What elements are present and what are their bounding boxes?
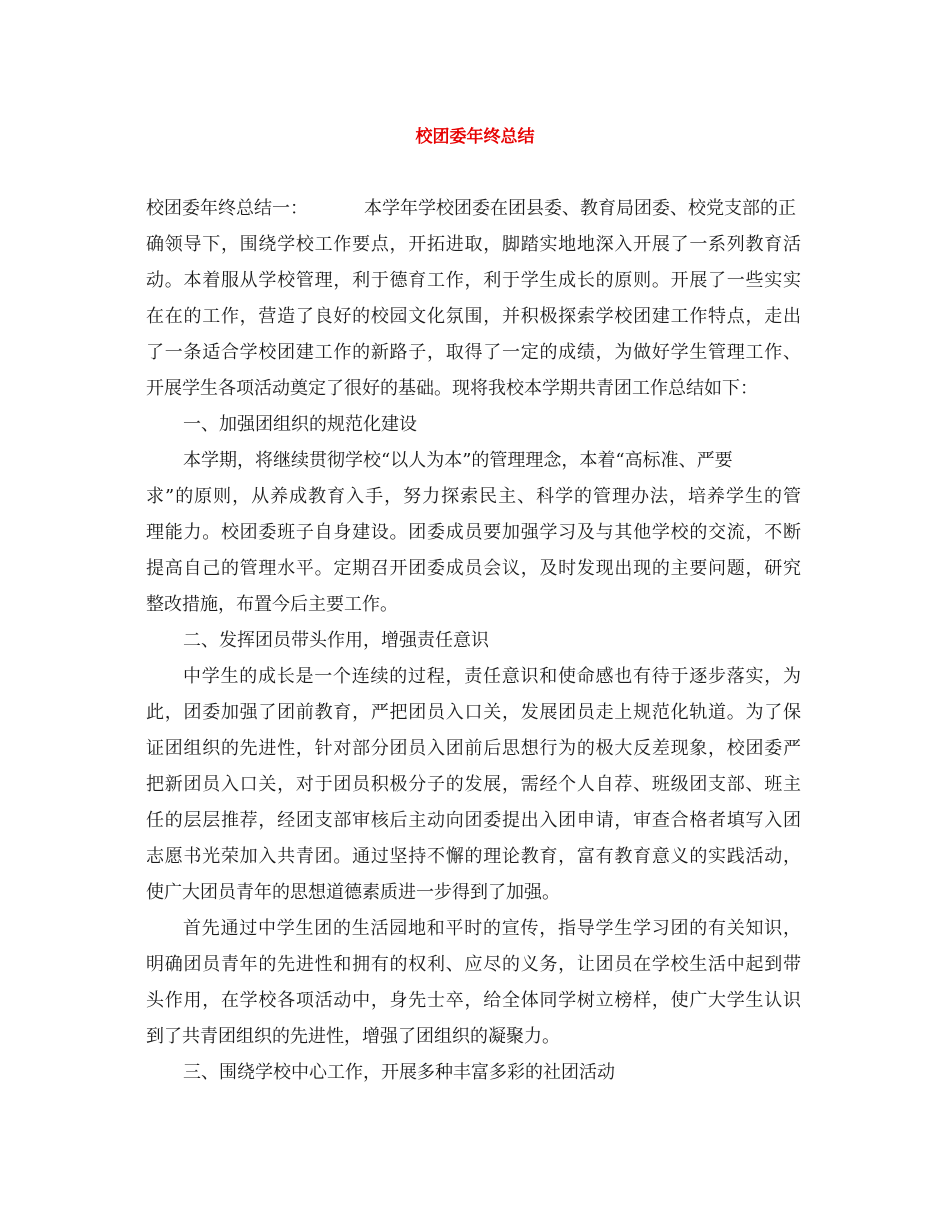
- paragraph-line: 中学生的成长是一个连续的过程，责任意识和使命感也有待于逐步落实，为: [183, 666, 801, 687]
- section-heading-3: 三、围绕学校中心工作，开展多种丰富多彩的社团活动: [183, 1062, 615, 1083]
- paragraph-line: 动。本着服从学校管理，利于德育工作，利于学生成长的原则。开展了一些实实: [146, 270, 801, 291]
- paragraph-line: 求”的原则，从养成教育入手，努力探索民主、科学的管理办法，培养学生的管: [146, 486, 801, 507]
- paragraph-line: 把新团员入口关，对于团员积极分子的发展，需经个人自荐、班级团支部、班主: [146, 774, 801, 795]
- paragraph-line: 首先通过中学生团的生活园地和平时的宣传，指导学生学习团的有关知识，: [183, 918, 801, 939]
- intro-text: 本学年学校团委在团县委、教育局团委、校党支部的正: [364, 198, 796, 219]
- section-heading-1: 一、加强团组织的规范化建设: [183, 414, 417, 435]
- intro-label: 校团委年终总结一：: [146, 198, 308, 219]
- paragraph-line: 使广大团员青年的思想道德素质进一步得到了加强。: [146, 882, 560, 903]
- section-heading-2: 二、发挥团员带头作用，增强责任意识: [183, 630, 489, 651]
- paragraph-line: 任的层层推荐，经团支部审核后主动向团委提出入团申请，审查合格者填写入团: [146, 810, 801, 831]
- paragraph-line: 证团组织的先进性，针对部分团员入团前后思想行为的极大反差现象，校团委严: [146, 738, 801, 759]
- paragraph-line: 志愿书光荣加入共青团。通过坚持不懈的理论教育，富有教育意义的实践活动，: [146, 846, 801, 867]
- paragraph-line: 本学期，将继续贯彻学校“以人为本”的管理理念，本着“高标准、严要: [183, 450, 733, 471]
- paragraph-line: 明确团员青年的先进性和拥有的权利、应尽的义务，让团员在学校生活中起到带: [146, 954, 801, 975]
- paragraph-line: 头作用，在学校各项活动中，身先士卒，给全体同学树立榜样，使广大学生认识: [146, 990, 801, 1011]
- paragraph-line: 提高自己的管理水平。定期召开团委成员会议，及时发现出现的主要问题，研究: [146, 558, 801, 579]
- paragraph-line: 到了共青团组织的先进性，增强了团组织的凝聚力。: [146, 1026, 560, 1047]
- document-title: 校团委年终总结: [415, 127, 535, 147]
- paragraph-line: 了一条适合学校团建工作的新路子，取得了一定的成绩，为做好学生管理工作、: [146, 342, 801, 363]
- paragraph-line: 开展学生各项活动奠定了很好的基础。现将我校本学期共青团工作总结如下：: [146, 378, 758, 399]
- paragraph-line: 在在的工作，营造了良好的校园文化氛围，并积极探索学校团建工作特点，走出: [146, 306, 801, 327]
- paragraph-line: 确领导下，围绕学校工作要点，开拓进取，脚踏实地地深入开展了一系列教育活: [146, 234, 801, 255]
- paragraph-line: 整改措施，布置今后主要工作。: [146, 594, 398, 615]
- paragraph-line: 此，团委加强了团前教育，严把团员入口关，发展团员走上规范化轨道。为了保: [146, 702, 801, 723]
- paragraph-line: 理能力。校团委班子自身建设。团委成员要加强学习及与其他学校的交流，不断: [146, 522, 801, 543]
- intro-line: [146, 191, 796, 227]
